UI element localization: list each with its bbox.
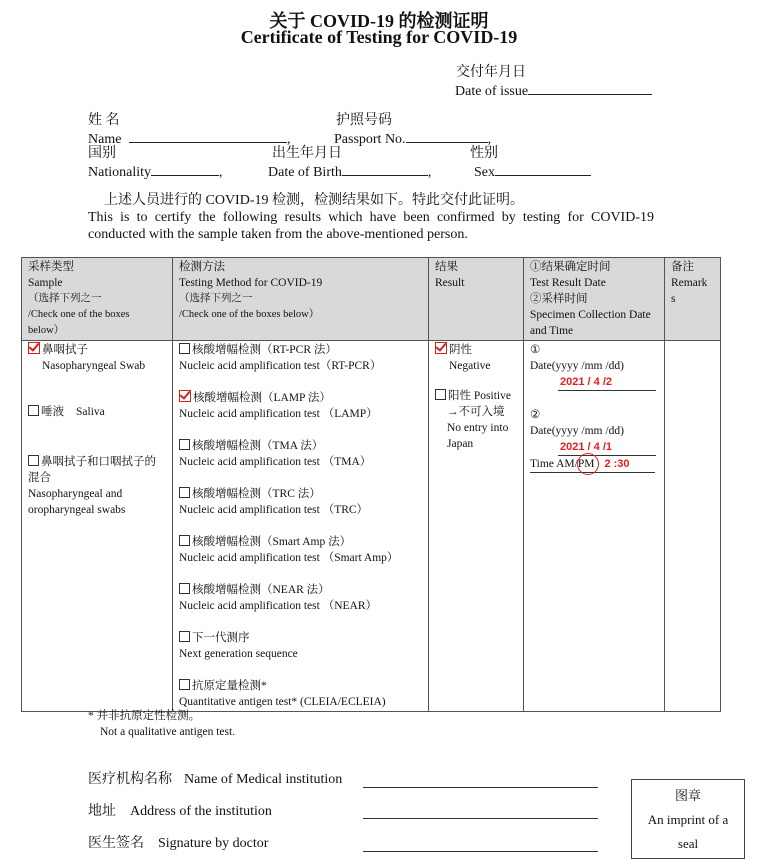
table-header-row [22, 258, 721, 341]
method-label-en: Nucleic acid amplification test （NEAR） [179, 600, 377, 612]
method-label-zh: 核酸增幅检测（LAMP 法） [193, 392, 331, 404]
sex-field[interactable] [474, 162, 591, 181]
checkbox-icon[interactable] [435, 389, 446, 400]
comma: , [219, 165, 223, 180]
header-sample [22, 258, 173, 341]
sample-option-saliva[interactable] [28, 404, 166, 420]
checkbox-icon[interactable] [179, 631, 190, 642]
method-label-en: Nucleic acid amplification test （TRC） [179, 504, 369, 516]
method-option-lamp[interactable] [179, 390, 422, 406]
dob-label-zh: 出生年月日 [272, 146, 342, 161]
collection-time-value: 2 :30 [604, 458, 630, 470]
checkbox-icon[interactable] [179, 679, 190, 690]
signature-label-zh: 医生签名 [88, 836, 144, 851]
collection-date-field[interactable] [558, 439, 656, 456]
checkbox-icon[interactable] [179, 439, 190, 450]
result-option-positive[interactable] [435, 388, 517, 404]
seal-box[interactable] [631, 779, 745, 859]
method-option-near[interactable] [179, 582, 422, 598]
checkbox-icon[interactable] [179, 583, 190, 594]
method-option-trc[interactable] [179, 486, 422, 502]
comma: , [286, 132, 291, 147]
method-label-zh: 核酸增幅检测（RT-PCR 法） [192, 344, 337, 356]
result-positive-note: →不可入境 [447, 406, 505, 418]
passport-label-zh: 护照号码 [336, 113, 392, 128]
address-input-line[interactable] [363, 818, 598, 819]
title-zh: 关于 COVID-19 的检测证明 [269, 11, 489, 31]
method-label-zh: 下一代测序 [192, 632, 250, 644]
sample-cell [22, 341, 173, 712]
result-cell [429, 341, 524, 712]
passport-field[interactable] [334, 129, 491, 148]
result-date-value: 2021 / 4 /2 [560, 376, 612, 388]
header-remarks-en: Remark [671, 277, 708, 289]
name-label-zh: 姓 名 [88, 113, 120, 128]
intro-zh: 上述人员进行的 COVID-19 检测，检测结果如下。特此交付此证明。 [104, 193, 524, 208]
collection-date-mark: ② [530, 409, 541, 421]
header-time-1-zh: ①结果确定时间 [530, 261, 611, 273]
header-sample-note-end: below） [28, 325, 65, 336]
signature-label-en: Signature by doctor [158, 836, 269, 851]
method-label-zh: 核酸增幅检测（NEAR 法） [192, 584, 330, 596]
collection-date-label: Date(yyyy /mm /dd) [530, 425, 624, 437]
sample-label-zh: 鼻咽拭子和口咽拭子的 [41, 456, 156, 468]
method-label-en: Nucleic acid amplification test （LAMP） [179, 408, 378, 420]
checkbox-icon[interactable] [179, 343, 190, 354]
result-date-field[interactable] [558, 374, 656, 391]
name-label-en: Name [88, 132, 122, 147]
checkbox-icon[interactable] [28, 455, 39, 466]
sex-label-en: Sex [474, 165, 495, 180]
collection-time-field[interactable] [530, 456, 655, 473]
header-remarks [665, 258, 721, 341]
checkbox-checked-icon[interactable] [179, 390, 191, 402]
seal-label-en: An imprint of a [647, 812, 729, 827]
comma: , [487, 132, 492, 147]
footnote-en: Not a qualitative antigen test. [100, 726, 236, 738]
method-label-en: Nucleic acid amplification test （TMA） [179, 456, 372, 468]
method-cell [173, 341, 429, 712]
method-option-smart-amp[interactable] [179, 534, 422, 550]
result-date-mark: ① [530, 344, 541, 356]
address-label-zh: 地址 [88, 804, 116, 819]
signature-input-line[interactable] [363, 851, 598, 852]
sample-option-mixed[interactable] [28, 454, 166, 470]
method-option-tma[interactable] [179, 438, 422, 454]
header-sample-zh: 采样类型 [28, 261, 74, 273]
sample-label-en: Saliva [76, 406, 105, 418]
sample-label-zh-cont: 混合 [28, 472, 51, 484]
method-label-zh: 核酸增幅检测（TMA 法） [192, 440, 324, 452]
collection-date-value: 2021 / 4 /1 [560, 441, 612, 453]
passport-label-en: Passport No. [334, 132, 406, 147]
header-time [524, 258, 665, 341]
pm-label: PM [577, 458, 595, 470]
remarks-cell [665, 341, 721, 712]
header-result-en: Result [435, 277, 465, 289]
checkbox-icon[interactable] [179, 487, 190, 498]
checkbox-icon[interactable] [179, 535, 190, 546]
checkbox-checked-icon[interactable] [435, 342, 447, 354]
header-method-note-en: /Check one of the boxes below） [179, 309, 320, 320]
issue-field[interactable] [455, 81, 652, 100]
method-option-ngs[interactable] [179, 630, 422, 646]
sample-label-en: Nasopharyngeal Swab [42, 360, 146, 372]
result-positive-zh: 阳性 [448, 390, 471, 402]
footnote-zh: * 并非抗原定性检测。 [88, 710, 201, 722]
address-label [88, 803, 272, 820]
header-sample-note-zh: （选择下列之一 [28, 293, 102, 304]
header-sample-en: Sample [28, 277, 63, 289]
intro-en-2: conducted with the sample taken from the above-mentioned person. [88, 227, 468, 242]
intro-en-1: This is to certify the following results which have been confirmed by testing for COVID-19 [88, 210, 654, 225]
issue-label-en: Date of issue [455, 84, 529, 99]
results-table [21, 257, 721, 712]
method-label-en: Quantitative antigen test* (CLEIA/ECLEIA) [179, 696, 386, 708]
seal-label-zh: 图章 [674, 788, 701, 803]
time-cell [524, 341, 665, 712]
title-en: Certificate of Testing for COVID-19 [240, 27, 518, 47]
issue-label-zh: 交付年月日 [456, 65, 526, 80]
header-method [173, 258, 429, 341]
method-label-zh: 核酸增幅检测（Smart Amp 法） [192, 536, 352, 548]
address-label-en: Address of the institution [130, 804, 272, 819]
table-body-row [22, 341, 721, 712]
sample-label-zh: 鼻咽拭子 [42, 344, 88, 356]
method-label-en: Nucleic acid amplification test（RT-PCR） [179, 360, 382, 372]
header-method-zh: 检测方法 [179, 261, 225, 273]
institution-label [88, 771, 342, 788]
name-field[interactable] [88, 129, 290, 148]
sample-label-zh: 唾液 [41, 406, 64, 418]
sample-label-en-cont: oropharyngeal swabs [28, 504, 126, 516]
header-time-1-en: Test Result Date [530, 277, 606, 289]
pm-selection-circle [577, 453, 599, 475]
result-negative-zh: 阴性 [449, 344, 472, 356]
institution-label-en: Name of Medical institution [184, 772, 343, 787]
institution-label-zh: 医疗机构名称 [88, 772, 172, 787]
sample-option-nasopharyngeal[interactable] [28, 342, 166, 358]
header-result [429, 258, 524, 341]
method-label-en: Nucleic acid amplification test （Smart Amp） [179, 552, 399, 564]
result-negative-en: Negative [449, 360, 491, 372]
header-method-note-zh: （选择下列之一 [179, 293, 253, 304]
result-option-negative[interactable] [435, 342, 517, 358]
header-time-2-zh: ②采样时间 [530, 293, 588, 305]
header-time-2-en: Specimen Collection Date [530, 309, 651, 321]
result-positive-note-en: No entry into [447, 422, 509, 434]
method-option-rt-pcr[interactable] [179, 342, 422, 358]
sex-label-zh: 性别 [470, 146, 498, 161]
method-label-zh: 核酸增幅检测（TRC 法） [192, 488, 321, 500]
method-option-antigen[interactable] [179, 678, 422, 694]
header-time-2-en-end: and Time [530, 325, 574, 337]
result-date-label: Date(yyyy /mm /dd) [530, 360, 624, 372]
result-positive-note-en-cont: Japan [447, 438, 474, 450]
dob-field[interactable] [268, 162, 431, 181]
header-remarks-zh: 备注 [671, 261, 694, 273]
header-result-zh: 结果 [435, 261, 458, 273]
method-label-en: Next generation sequence [179, 648, 298, 660]
checkbox-icon[interactable] [28, 405, 39, 416]
header-remarks-en-end: s [671, 293, 676, 305]
header-sample-note-en: /Check one of the boxes [28, 309, 130, 320]
collection-time-label: Time AM/ [530, 458, 578, 470]
nationality-field[interactable] [88, 162, 223, 181]
signature-label [88, 835, 268, 852]
result-positive-en: Positive [473, 390, 511, 402]
method-label-zh: 抗原定量检测* [192, 680, 267, 692]
nationality-label-zh: 国别 [88, 146, 116, 161]
dob-label-en: Date of Birth [268, 165, 342, 180]
nationality-label-en: Nationality [88, 165, 151, 180]
institution-input-line[interactable] [363, 787, 598, 788]
checkbox-checked-icon[interactable] [28, 342, 40, 354]
comma: , [427, 165, 432, 180]
header-method-en: Testing Method for COVID-19 [179, 277, 323, 289]
sample-label-en: Nasopharyngeal and [28, 488, 123, 500]
seal-label-en-cont: seal [677, 836, 699, 851]
